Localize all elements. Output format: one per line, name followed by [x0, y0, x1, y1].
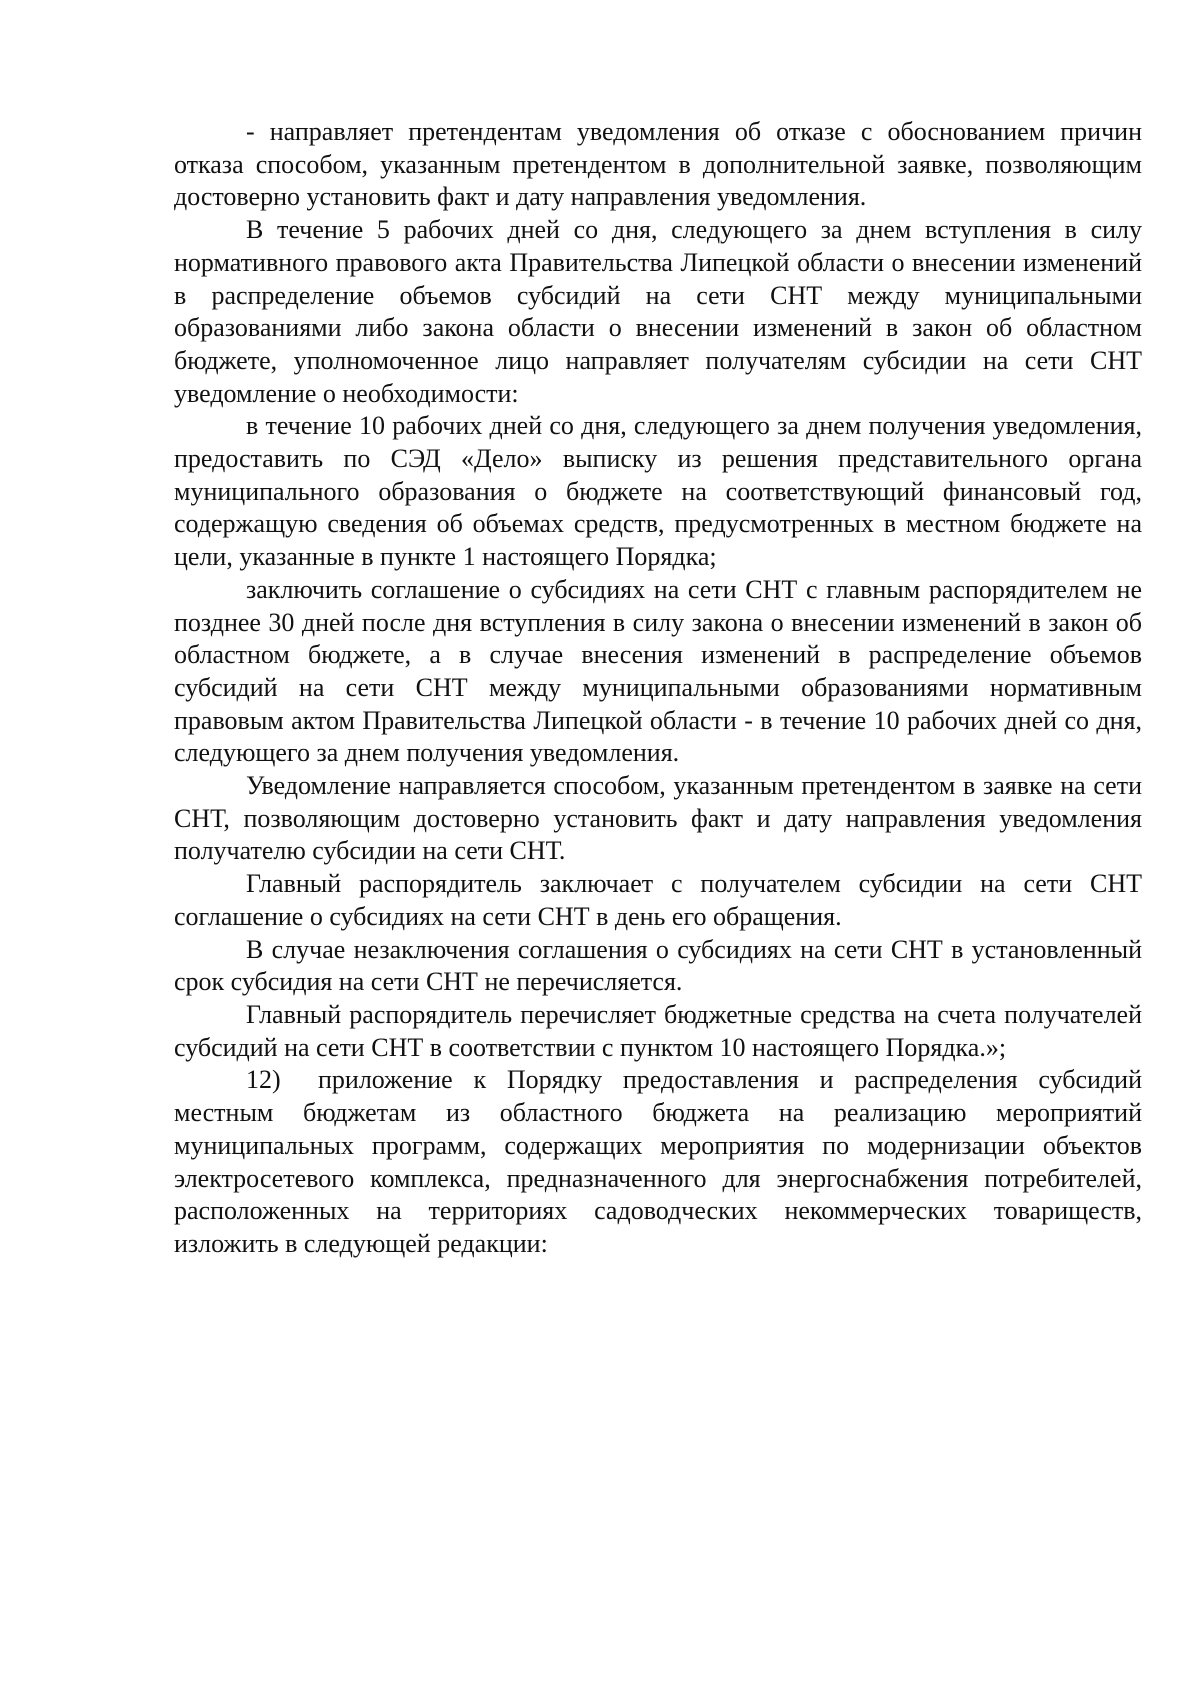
document-body — [174, 116, 1142, 1261]
paragraph-non-conclusion: В случае незаключения соглашения о субсидиях на сети СНТ в установленный срок субсидия на сети СНТ не перечисляется. — [174, 934, 1142, 997]
paragraph-five-days: В течение 5 рабочих дней со дня, следующего за днем вступления в силу нормативного правового акта Правительства Липецкой области о внесении изменений в распределение объемов субсидий на сети СНТ между муниципальными образованиями либо закона области о внесении изменений в закон об областном бюджете, уполномоченное лицо направляет получателям субсидии на сети СНТ уведомление о необходимости: — [174, 215, 1142, 408]
list-item-text: приложение к Порядку предоставления и распределения субсидий местным бюджетам из областного бюджета на реализацию мероприятий муниципальных программ, содержащих мероприятия по модернизации объектов электросетевого комплекса, предназначенного для энергоснабжения потребителей, расположенных на территориях садоводческих некоммерческих товариществ, изложить в следующей редакции: — [174, 1065, 1142, 1258]
list-item-number: 12) — [246, 1065, 281, 1095]
paragraph-conclude-agreement: заключить соглашение о субсидиях на сети СНТ с главным распорядителем не позднее 30 дней после дня вступления в силу закона о внесении изменений в закон об областном бюджете, а в случае внесения изменений в распределение объемов субсидий на сети СНТ между муниципальными образованиями нормативным правовым актом Правительства Липецкой области - в течение 10 рабочих дней со дня, следующего за днем получения уведомления. — [174, 574, 1142, 768]
paragraph-notification-method: Уведомление направляется способом, указанным претендентом в заявке на сети СНТ, позволяющим достоверно установить факт и дату направления уведомления получателю субсидии на сети СНТ. — [174, 771, 1142, 866]
list-item-12 — [174, 1064, 1142, 1260]
paragraph-agreement-day: Главный распорядитель заключает с получателем субсидии на сети СНТ соглашение о субсидиях на сети СНТ в день его обращения. — [174, 869, 1142, 931]
paragraph-transfer-funds: Главный распорядитель перечисляет бюджетные средства на счета получателей субсидий на сети СНТ в соответствии с пунктом 10 настоящего Порядка.»; — [174, 999, 1142, 1062]
paragraph-ten-days-extract: в течение 10 рабочих дней со дня, следующего за днем получения уведомления, предоставить по СЭД «Дело» выписку из решения представительного органа муниципального образования о бюджете на соответствующий финансовый год, содержащую сведения об объемах средств, предусмотренных в местном бюджете на цели, указанные в пункте 1 настоящего Порядка; — [174, 411, 1142, 572]
paragraph-notice-refusal: - направляет претендентам уведомления об отказе с обоснованием причин отказа способом, указанным претендентом в дополнительной заявке, позволяющим достоверно установить факт и дату направления уведомления. — [174, 117, 1142, 212]
